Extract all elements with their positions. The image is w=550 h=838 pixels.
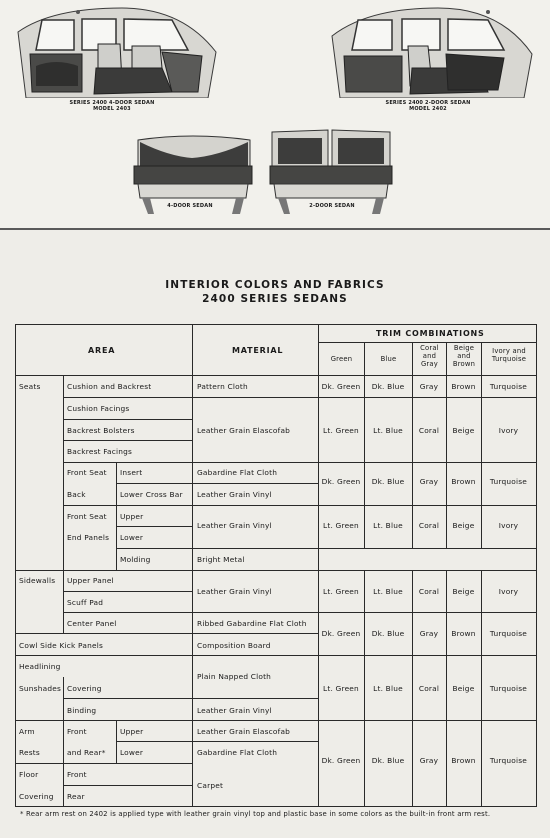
trim-cell-coral-gray: Coral bbox=[418, 684, 440, 693]
trim-cell-ivory-turquoise: Ivory bbox=[498, 521, 519, 530]
material-leather-grain-vinyl-sidewalls: Leather Grain Vinyl bbox=[197, 587, 272, 596]
area-lower-cross-bar: Lower Cross Bar bbox=[120, 490, 183, 499]
area-floor-rear: Rear bbox=[67, 792, 85, 801]
trim-cell-green: Dk. Green bbox=[321, 477, 361, 486]
trim-cell-blue: Lt. Blue bbox=[373, 684, 403, 693]
area-arm-rest-lower: Lower bbox=[120, 748, 144, 757]
area-rests: Rests bbox=[19, 748, 40, 757]
material-leather-grain-vinyl-end-panels: Leather Grain Vinyl bbox=[197, 521, 272, 530]
trim-cell-blue: Dk. Blue bbox=[371, 629, 405, 638]
area-front-seat-back: Front Seat bbox=[67, 468, 107, 477]
area-cushion-and-backrest: Cushion and Backrest bbox=[67, 382, 152, 391]
material-plain-napped-cloth: Plain Napped Cloth bbox=[197, 672, 272, 681]
area-arm: Arm bbox=[19, 727, 35, 736]
caption-2-door-seat: 2-DOOR SEDAN bbox=[309, 203, 355, 209]
material-ribbed-gabardine-flat-cloth: Ribbed Gabardine Flat Cloth bbox=[197, 619, 307, 628]
material-carpet: Carpet bbox=[197, 781, 224, 790]
footnote: * Rear arm rest on 2402 is applied type with leather grain vinyl top and plastic base in some colors as the built-in front arm rest. bbox=[20, 810, 491, 818]
material-leather-grain-vinyl-binding: Leather Grain Vinyl bbox=[197, 706, 272, 715]
area-center-panel: Center Panel bbox=[67, 619, 117, 628]
area-end-panels: End Panels bbox=[67, 533, 110, 542]
trim-cell-green: Dk. Green bbox=[321, 382, 361, 391]
trim-cell-coral-gray: Gray bbox=[419, 756, 439, 765]
area-front-seat-end-panels: Front Seat bbox=[67, 512, 107, 521]
trim-cell-ivory-turquoise: Turquoise bbox=[489, 756, 528, 765]
material-leather-grain-vinyl-cross-bar: Leather Grain Vinyl bbox=[197, 490, 272, 499]
area-floor: Floor bbox=[19, 770, 39, 779]
area-sunshade-binding: Binding bbox=[67, 706, 97, 715]
trim-cell-blue: Lt. Blue bbox=[373, 587, 403, 596]
caption-2-door-sedan-model: SERIES 2400 2-DOOR SEDAN MODEL 2402 bbox=[385, 100, 471, 112]
header-color-coral-gray: Coral and Gray bbox=[420, 344, 439, 368]
area-end-panel-lower: Lower bbox=[120, 533, 144, 542]
table-title-line-2: 2400 SERIES SEDANS bbox=[202, 293, 348, 305]
trim-cell-green: Lt. Green bbox=[323, 521, 359, 530]
area-backrest-facings: Backrest Facings bbox=[67, 447, 133, 456]
trim-cell-green: Lt. Green bbox=[323, 587, 359, 596]
header-trim-combinations: TRIM COMBINATIONS bbox=[376, 329, 485, 338]
area-upper-panel: Upper Panel bbox=[67, 576, 114, 585]
trim-cell-ivory-turquoise: Ivory bbox=[498, 587, 519, 596]
area-backrest-bolsters: Backrest Bolsters bbox=[67, 426, 135, 435]
area-headlining: Headlining bbox=[19, 662, 61, 671]
trim-cell-coral-gray: Gray bbox=[419, 477, 439, 486]
trim-cell-blue: Dk. Blue bbox=[371, 382, 405, 391]
caption-4-door-sedan-model: SERIES 2400 4-DOOR SEDAN MODEL 2403 bbox=[69, 100, 155, 112]
material-pattern-cloth: Pattern Cloth bbox=[197, 382, 248, 391]
trim-cell-blue: Dk. Blue bbox=[371, 477, 405, 486]
trim-cell-ivory-turquoise: Ivory bbox=[498, 426, 519, 435]
trim-cell-coral-gray: Coral bbox=[418, 587, 440, 596]
area-molding: Molding bbox=[120, 555, 151, 564]
trim-cell-green: Dk. Green bbox=[321, 629, 361, 638]
material-bright-metal: Bright Metal bbox=[197, 555, 245, 564]
material-composition-board: Composition Board bbox=[197, 641, 271, 650]
trim-cell-green: Lt. Green bbox=[323, 684, 359, 693]
area-seats: Seats bbox=[19, 382, 41, 391]
area-floor-covering: Covering bbox=[19, 792, 54, 801]
header-material: MATERIAL bbox=[232, 346, 284, 355]
trim-cell-beige-brown: Brown bbox=[451, 382, 476, 391]
header-color-beige-brown: Beige and Brown bbox=[452, 344, 476, 368]
material-gabardine-flat-cloth-arm: Gabardine Flat Cloth bbox=[197, 748, 278, 757]
trim-cell-beige-brown: Brown bbox=[451, 629, 476, 638]
trim-cell-ivory-turquoise: Turquoise bbox=[489, 477, 528, 486]
header-color-ivory-turquoise: Ivory and Turquoise bbox=[491, 347, 527, 363]
trim-cell-coral-gray: Coral bbox=[418, 521, 440, 530]
trim-cell-coral-gray: Gray bbox=[419, 629, 439, 638]
trim-cell-coral-gray: Coral bbox=[418, 426, 440, 435]
trim-cell-blue: Lt. Blue bbox=[373, 426, 403, 435]
area-sunshades: Sunshades bbox=[19, 684, 62, 693]
trim-cell-blue: Lt. Blue bbox=[373, 521, 403, 530]
trim-cell-ivory-turquoise: Turquoise bbox=[489, 382, 528, 391]
header-area: AREA bbox=[88, 346, 116, 355]
header-color-green: Green bbox=[330, 355, 353, 363]
trim-cell-ivory-turquoise: Turquoise bbox=[489, 629, 528, 638]
header-color-blue: Blue bbox=[380, 355, 397, 363]
area-arm-rest-upper: Upper bbox=[120, 727, 144, 736]
area-sunshade-covering: Covering bbox=[67, 684, 102, 693]
trim-cell-beige-brown: Beige bbox=[452, 521, 475, 530]
material-leather-grain-elascofab: Leather Grain Elascofab bbox=[197, 426, 291, 435]
area-cowl-side-kick-panels: Cowl Side Kick Panels bbox=[19, 641, 104, 650]
table-title-line-1: INTERIOR COLORS AND FABRICS bbox=[165, 279, 385, 291]
trim-cell-green: Dk. Green bbox=[321, 756, 361, 765]
caption-4-door-seat: 4-DOOR SEDAN bbox=[167, 203, 213, 209]
trim-cell-beige-brown: Brown bbox=[451, 477, 476, 486]
trim-cell-beige-brown: Beige bbox=[452, 426, 475, 435]
trim-cell-green: Lt. Green bbox=[323, 426, 359, 435]
trim-cell-beige-brown: Beige bbox=[452, 684, 475, 693]
trim-cell-beige-brown: Brown bbox=[451, 756, 476, 765]
trim-cell-coral-gray: Gray bbox=[419, 382, 439, 391]
area-arm-rest-and-rear: and Rear* bbox=[67, 748, 106, 757]
area-end-panel-upper: Upper bbox=[120, 512, 144, 521]
trim-cell-ivory-turquoise: Turquoise bbox=[489, 684, 528, 693]
trim-cell-blue: Dk. Blue bbox=[371, 756, 405, 765]
material-leather-grain-elascofab-arm: Leather Grain Elascofab bbox=[197, 727, 291, 736]
trim-cell-beige-brown: Beige bbox=[452, 587, 475, 596]
area-arm-rest-front: Front bbox=[67, 727, 87, 736]
area-floor-front: Front bbox=[67, 770, 87, 779]
area-insert: Insert bbox=[120, 468, 143, 477]
area-sidewalls: Sidewalls bbox=[19, 576, 56, 585]
area-scuff-pad: Scuff Pad bbox=[67, 598, 104, 607]
area-cushion-facings: Cushion Facings bbox=[67, 404, 130, 413]
material-gabardine-flat-cloth: Gabardine Flat Cloth bbox=[197, 468, 278, 477]
area-back: Back bbox=[67, 490, 86, 499]
